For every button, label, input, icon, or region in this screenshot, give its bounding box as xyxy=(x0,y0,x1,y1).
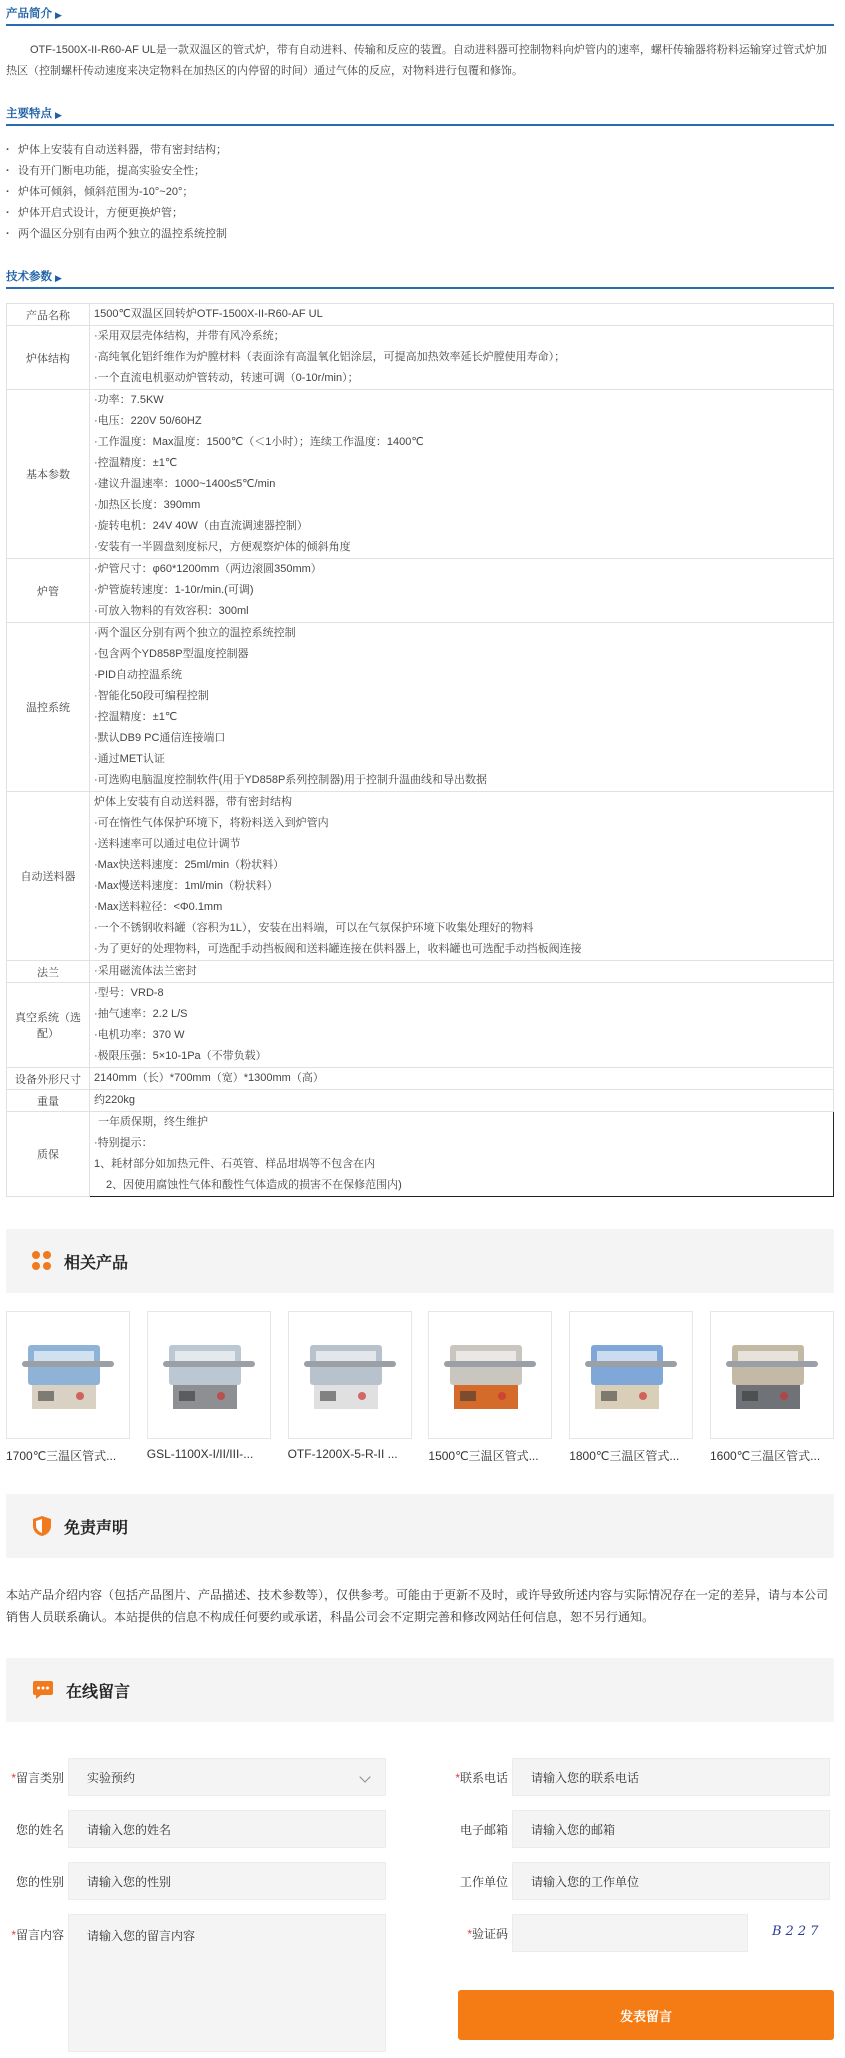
required-mark: * xyxy=(11,1928,16,1942)
related-product-card[interactable] xyxy=(710,1311,834,1464)
spec-key: 炉体结构 xyxy=(7,326,90,390)
spec-line: ·一个直流电机驱动炉管转动，转速可调（0-10r/min）； xyxy=(94,372,359,384)
spec-key: 温控系统 xyxy=(7,623,90,792)
spec-line: 1、耗材部分如加热元件、石英管、样品坩埚等不包含在内 xyxy=(94,1158,376,1170)
triangle-right-icon: ▶ xyxy=(55,10,62,20)
related-title: 相关产品 xyxy=(64,1254,129,1272)
spec-value xyxy=(90,1090,834,1112)
spec-line: ·工作温度：Max温度：1500℃（＜1小时）；连续工作温度：1400℃ xyxy=(94,436,424,448)
spec-value xyxy=(90,304,834,326)
spec-line: 一年质保期，终生维护 xyxy=(98,1116,208,1128)
table-row xyxy=(7,390,834,559)
required-mark: * xyxy=(467,1926,472,1941)
spec-line: ·通过MET认证 xyxy=(94,753,165,765)
submit-button[interactable]: 发表留言 xyxy=(458,1990,834,2040)
field-row-phone xyxy=(450,1758,830,1796)
content-placeholder: 请输入您的留言内容 xyxy=(87,1929,196,1943)
related-product-card[interactable] xyxy=(569,1311,693,1464)
spec-key: 炉管 xyxy=(7,559,90,623)
spec-value xyxy=(90,559,834,623)
gender-placeholder: 请输入您的性别 xyxy=(87,1874,172,1889)
field-row-company xyxy=(450,1862,830,1900)
message-title: 在线留言 xyxy=(66,1683,131,1701)
intro-title: 产品简介 xyxy=(6,8,52,20)
intro-text: OTF-1500X-II-R60-AF UL是一款双温区的管式炉，带有自动进料、传输和反应的装置。自动进料器可控制物料向炉管内的速率，螺杆传输器将粉料运输穿过管式炉加热区（控制螺杆传动速度来决定物料在加热区的内停留的时间）通过气体的反应，对物料进行包覆和修饰。 xyxy=(6,44,827,77)
spec-line: ·一个不锈钢收料罐（容积为1L），安装在出料端，可以在气氛保护环境下收集处理好的物料 xyxy=(94,922,534,934)
spec-key: 基本参数 xyxy=(7,390,90,559)
disclaimer-header xyxy=(6,1494,834,1558)
related-product-card[interactable] xyxy=(6,1311,130,1464)
related-header xyxy=(6,1229,834,1293)
spec-line: ·极限压强：5×10-1Pa（不带负载） xyxy=(94,1050,267,1062)
gender-label: 您的性别 xyxy=(15,1874,64,1889)
field-row-content xyxy=(6,1914,386,2052)
spec-line: ·安装有一半圆盘刻度标尺，方便观察炉体的倾斜角度 xyxy=(94,541,351,553)
spec-line: ·Max送料粒径：<Φ0.1mm xyxy=(94,901,223,913)
spec-line: ·智能化50段可编程控制 xyxy=(94,690,209,702)
spec-key: 质保 xyxy=(7,1112,90,1197)
grid-dots-icon xyxy=(32,1251,52,1271)
shield-icon xyxy=(32,1515,52,1537)
spec-line: ·采用磁流体法兰密封 xyxy=(94,965,197,977)
spec-value xyxy=(90,792,834,961)
type-label: 留言类别 xyxy=(15,1770,64,1785)
features-list xyxy=(6,140,834,245)
product-caption[interactable]: 1800℃三温区管式... xyxy=(569,1449,680,1463)
spec-key: 真空系统（选配） xyxy=(7,983,90,1068)
phone-input[interactable] xyxy=(512,1758,830,1796)
spec-line: ·控温精度：±1℃ xyxy=(94,457,178,469)
related-product-card[interactable] xyxy=(428,1311,552,1464)
spec-line: ·炉管旋转速度：1-10r/min.(可调) xyxy=(94,584,254,596)
spec-line: 2140mm（长）*700mm（宽）*1300mm（高） xyxy=(94,1072,324,1084)
content-label: 留言内容 xyxy=(15,1928,64,1942)
spec-line: ·控温精度：±1℃ xyxy=(94,711,178,723)
list-item: · 两个温区分别有由两个独立的温控系统控制 xyxy=(6,224,834,245)
section-title-specs xyxy=(6,263,834,289)
email-input[interactable] xyxy=(512,1810,830,1848)
spec-line: ·电机功率：370 W xyxy=(94,1029,185,1041)
name-placeholder: 请输入您的姓名 xyxy=(87,1822,172,1837)
spec-line: ·送料速率可以通过电位计调节 xyxy=(94,838,241,850)
spec-line: ·特别提示： xyxy=(94,1137,153,1149)
spec-line: ·可在惰性气体保护环境下，将粉料送入到炉管内 xyxy=(94,817,329,829)
product-image[interactable] xyxy=(6,1311,130,1439)
spec-line: ·旋转电机：24V 40W（由直流调速器控制） xyxy=(94,520,308,532)
field-row-name xyxy=(6,1810,386,1848)
spec-line: ·建议升温速率：1000~1400≤5℃/min xyxy=(94,478,276,490)
spec-line: ·加热区长度：390mm xyxy=(94,499,201,511)
field-row-type xyxy=(6,1758,386,1796)
spec-line: ·默认DB9 PC通信连接端口 xyxy=(94,732,226,744)
message-type-select[interactable] xyxy=(68,1758,386,1796)
spec-value xyxy=(90,983,834,1068)
spec-key: 自动送料器 xyxy=(7,792,90,961)
captcha-input[interactable] xyxy=(512,1914,748,1952)
field-row-email xyxy=(450,1810,830,1848)
product-image[interactable] xyxy=(569,1311,693,1439)
spec-line: 1500℃双温区回转炉OTF-1500X-II-R60-AF UL xyxy=(94,308,323,320)
related-product-card[interactable] xyxy=(288,1311,412,1464)
product-caption[interactable]: OTF-1200X-5-R-II ... xyxy=(287,1447,398,1461)
spec-value xyxy=(90,1068,834,1090)
gender-input[interactable] xyxy=(68,1862,386,1900)
spec-key: 重量 xyxy=(7,1090,90,1112)
product-caption[interactable]: 1500℃三温区管式... xyxy=(428,1449,539,1463)
disclaimer-title: 免责声明 xyxy=(64,1519,129,1537)
spec-line: 炉体上安装有自动送料器，带有密封结构 xyxy=(94,796,292,808)
spec-value xyxy=(90,1112,834,1197)
field-row-gender xyxy=(6,1862,386,1900)
spec-line: ·Max慢送料速度：1ml/min（粉状料） xyxy=(94,880,278,892)
table-row xyxy=(7,326,834,390)
content-textarea[interactable] xyxy=(68,1914,386,2052)
name-label: 您的姓名 xyxy=(15,1822,64,1837)
specs-title: 技术参数 xyxy=(6,271,52,283)
table-row xyxy=(7,559,834,623)
spec-line: ·炉管尺寸：φ60*1200mm（两边滚圆350mm） xyxy=(94,563,322,575)
spec-line: 约220kg xyxy=(94,1094,135,1106)
spec-line: 2、因使用腐蚀性气体和酸性气体造成的损害不在保修范围内) xyxy=(106,1179,402,1191)
product-image[interactable] xyxy=(428,1311,552,1439)
spec-key: 法兰 xyxy=(7,961,90,983)
phone-label: 联系电话 xyxy=(459,1770,508,1785)
table-row xyxy=(7,1090,834,1112)
product-image[interactable] xyxy=(710,1311,834,1439)
chevron-down-icon xyxy=(359,1771,370,1782)
product-image[interactable] xyxy=(147,1311,271,1439)
field-row-captcha xyxy=(450,1914,748,1952)
triangle-right-icon: ▶ xyxy=(55,110,62,120)
email-placeholder: 请输入您的邮箱 xyxy=(531,1822,616,1837)
spec-value xyxy=(90,623,834,792)
spec-line: ·两个温区分别有两个独立的温控系统控制 xyxy=(94,627,296,639)
spec-line: ·高纯氧化铝纤维作为炉膛材料（表面涂有高温氧化铝涂层，可提高加热效率延长炉膛使用寿命）； xyxy=(94,351,566,363)
spec-line: ·Max快送料速度：25ml/min（粉状料） xyxy=(94,859,285,871)
company-input[interactable] xyxy=(512,1862,830,1900)
spec-table xyxy=(6,303,834,1197)
type-value: 实验预约 xyxy=(87,1770,136,1785)
captcha-image[interactable]: B227 xyxy=(772,1924,823,1939)
table-row xyxy=(7,961,834,983)
captcha-label: 验证码 xyxy=(471,1926,508,1941)
table-row xyxy=(7,623,834,792)
list-item: · 炉体上安装有自动送料器，带有密封结构； xyxy=(6,140,834,161)
spec-line: ·采用双层壳体结构，并带有风冷系统； xyxy=(94,330,285,342)
triangle-right-icon: ▶ xyxy=(55,273,62,283)
company-placeholder: 请输入您的工作单位 xyxy=(531,1874,640,1889)
required-mark: * xyxy=(455,1770,460,1785)
spec-line: ·可选购电脑温度控制软件(用于YD858P系列控制器)用于控制升温曲线和导出数据 xyxy=(94,774,487,786)
spec-value xyxy=(90,390,834,559)
spec-line: ·功率：7.5KW xyxy=(94,394,164,406)
section-title-features xyxy=(6,100,834,126)
phone-placeholder: 请输入您的联系电话 xyxy=(531,1770,640,1785)
table-row xyxy=(7,983,834,1068)
spec-line: ·电压：220V 50/60HZ xyxy=(94,415,202,427)
spec-key: 产品名称 xyxy=(7,304,90,326)
email-label: 电子邮箱 xyxy=(459,1822,508,1837)
list-item: · 炉体可倾斜，倾斜范围为-10°~20°； xyxy=(6,182,834,203)
required-mark: * xyxy=(11,1770,16,1785)
table-row xyxy=(7,1068,834,1090)
related-products xyxy=(6,1311,834,1464)
product-caption[interactable]: 1600℃三温区管式... xyxy=(709,1449,821,1463)
table-row xyxy=(7,1112,834,1197)
list-item: · 炉体开启式设计，方便更换炉管； xyxy=(6,203,834,224)
chat-bubble-icon xyxy=(32,1680,54,1700)
spec-line: ·PID自动控温系统 xyxy=(94,669,182,681)
table-row xyxy=(7,792,834,961)
table-row xyxy=(7,304,834,326)
spec-line: ·型号：VRD-8 xyxy=(94,987,164,999)
spec-key: 设备外形尺寸 xyxy=(7,1068,90,1090)
spec-value xyxy=(90,961,834,983)
disclaimer-text: 本站产品介绍内容（包括产品图片、产品描述、技术参数等），仅供参考。可能由于更新不及时，或许导致所述内容与实际情况存在一定的差异，请与本公司销售人员联系确认。本站提供的信息不构成任何要约或承诺，科晶公司会不定期完善和修改网站任何信息，恕不另行通知。 xyxy=(6,1588,829,1624)
name-input[interactable] xyxy=(68,1810,386,1848)
spec-line: ·可放入物料的有效容积：300ml xyxy=(94,605,249,617)
product-caption[interactable]: 1700℃三温区管式... xyxy=(6,1449,117,1463)
list-item: · 设有开门断电功能，提高实验安全性； xyxy=(6,161,834,182)
spec-value xyxy=(90,326,834,390)
section-title-intro xyxy=(6,0,834,26)
message-form xyxy=(6,1758,834,2058)
spec-line: ·为了更好的处理物料，可选配手动挡板阀和送料罐连接在供料器上，收料罐也可选配手动挡板阀连接 xyxy=(94,943,582,955)
product-caption[interactable]: GSL-1100X-I/II/III-... xyxy=(146,1447,254,1461)
features-title: 主要特点 xyxy=(6,108,52,120)
company-label: 工作单位 xyxy=(459,1874,508,1889)
related-product-card[interactable] xyxy=(147,1311,271,1464)
product-image[interactable] xyxy=(288,1311,412,1439)
spec-line: ·包含两个YD858P型温度控制器 xyxy=(94,648,249,660)
message-header xyxy=(6,1658,834,1722)
spec-line: ·抽气速率：2.2 L/S xyxy=(94,1008,188,1020)
